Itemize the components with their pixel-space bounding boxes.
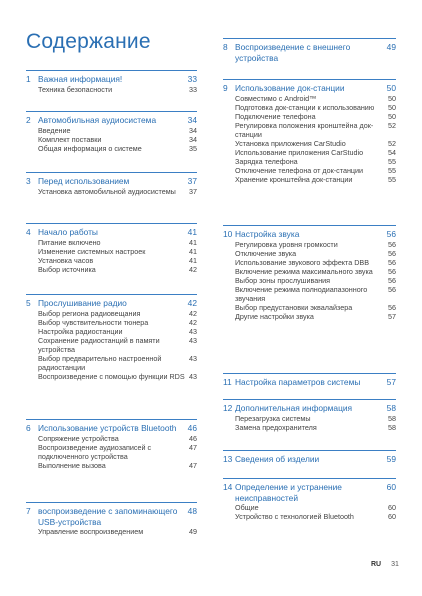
toc-section-number: 6 — [26, 423, 31, 433]
toc-entry[interactable] — [223, 166, 396, 175]
toc-entry-page: 56 — [388, 248, 396, 258]
toc-entry[interactable] — [223, 175, 396, 184]
toc-entry[interactable] — [26, 238, 197, 247]
toc-entry[interactable] — [223, 423, 396, 432]
toc-section-title: Настройка звука — [235, 229, 300, 239]
toc-entry-page: 34 — [189, 125, 197, 135]
toc-section-title: Перед использованием — [38, 176, 130, 186]
toc-section-title: Использование док-станции — [235, 83, 345, 93]
toc-entry-page: 55 — [388, 165, 396, 175]
toc-entry-title: Установка приложения CarStudio — [235, 138, 346, 148]
toc-section-heading[interactable] — [223, 80, 396, 94]
toc-section — [26, 294, 197, 381]
toc-section-number: 10 — [223, 229, 233, 239]
toc-section-heading[interactable] — [26, 420, 197, 434]
toc-section — [26, 419, 197, 470]
toc-entry[interactable] — [223, 103, 396, 112]
toc-section-heading[interactable] — [26, 503, 197, 527]
toc-section-heading[interactable] — [26, 224, 197, 238]
toc-entry[interactable] — [26, 461, 197, 470]
toc-section-page: 46 — [187, 423, 197, 433]
toc-entry-page: 58 — [388, 422, 396, 432]
toc-entry-title: Выбор чувствительности тюнера — [38, 317, 149, 327]
toc-section-heading[interactable] — [26, 173, 197, 187]
toc-section-number: 8 — [223, 42, 228, 52]
toc-entry[interactable] — [223, 276, 396, 285]
toc-section-title: Начало работы — [38, 227, 98, 237]
toc-section — [26, 70, 197, 94]
toc-entry-page: 42 — [189, 264, 197, 274]
toc-entry-title: Введение — [38, 125, 71, 135]
toc-section-page: 57 — [386, 377, 396, 387]
toc-entry-page: 43 — [189, 326, 197, 336]
toc-entry-title: Перезагрузка системы — [235, 413, 311, 423]
toc-entry-page: 52 — [388, 138, 396, 148]
toc-entry-title: Установка часов — [38, 255, 94, 265]
toc-entry-title: Включение режима полнодиапазонного звучания — [235, 284, 368, 303]
toc-entry-title: Другие настройки звука — [235, 311, 314, 321]
toc-section-page: 34 — [187, 115, 197, 125]
toc-section — [223, 478, 396, 521]
toc-section-heading[interactable] — [223, 479, 396, 503]
toc-section-page: 49 — [386, 42, 396, 52]
toc-section-heading[interactable] — [26, 71, 197, 85]
toc-entry-page: 42 — [189, 317, 197, 327]
toc-entry-page: 41 — [189, 237, 197, 247]
toc-entry[interactable] — [223, 240, 396, 249]
toc-entry[interactable] — [223, 139, 396, 148]
toc-entry[interactable] — [26, 434, 197, 443]
toc-entry[interactable] — [223, 249, 396, 258]
toc-entry-title: Использование звукового эффекта DBB — [235, 257, 370, 267]
toc-entry[interactable] — [26, 336, 197, 354]
toc-entry-page: 41 — [189, 246, 197, 256]
toc-entry[interactable] — [223, 121, 396, 139]
toc-entry[interactable] — [223, 157, 396, 166]
toc-entry-title: Хранение кронштейна док-станции — [235, 174, 353, 184]
toc-section-heading[interactable] — [223, 451, 396, 465]
toc-entry[interactable] — [26, 354, 197, 372]
toc-entry-page: 57 — [388, 311, 396, 321]
toc-entry-page: 50 — [388, 111, 396, 121]
toc-entry-title: Комплект поставки — [38, 134, 102, 144]
toc-entry-page: 54 — [388, 147, 396, 157]
toc-entry-title: Использование приложения CarStudio — [235, 147, 364, 157]
toc-entry-title: Выбор источника — [38, 264, 96, 274]
toc-entry-page: 60 — [388, 512, 396, 521]
toc-entry[interactable] — [223, 148, 396, 157]
toc-entry-title: Совместимо с Android™ — [235, 93, 317, 103]
toc-entry-page: 47 — [189, 442, 197, 452]
toc-section-title: Определение и устранение неисправностей — [235, 482, 342, 503]
toc-entry-page: 35 — [189, 143, 197, 153]
toc-section-page: 56 — [386, 229, 396, 239]
toc-entry-page: 56 — [388, 266, 396, 276]
toc-section-page: 41 — [187, 227, 197, 237]
toc-section-number: 9 — [223, 83, 228, 93]
toc-entry-title: Регулировка уровня громкости — [235, 239, 338, 249]
toc-entry-page: 41 — [189, 255, 197, 265]
toc-section-title: Сведения об изделии — [235, 454, 320, 464]
toc-section-page: 58 — [386, 403, 396, 413]
toc-entry-title: Воспроизведение с помощью функции RDS — [38, 371, 185, 381]
toc-entry-title: Сохранение радиостанций в памяти устройства — [38, 335, 160, 354]
toc-entry[interactable] — [26, 144, 197, 153]
toc-section-page: 50 — [386, 83, 396, 93]
toc-entry-page: 52 — [388, 120, 396, 130]
toc-entry-title: Регулировка положения кронштейна док-станции — [235, 120, 374, 139]
toc-entry-title: Устройство с технологией Bluetooth — [235, 512, 354, 521]
toc-entry-page: 43 — [189, 335, 197, 345]
toc-entry[interactable] — [26, 126, 197, 135]
toc-entry-title: Отключение телефона от док-станции — [235, 165, 364, 175]
toc-section-title: Воспроизведение с внешнего устройства — [235, 42, 351, 63]
toc-entry[interactable] — [26, 318, 197, 327]
toc-entry[interactable] — [223, 512, 396, 521]
toc-entry-page: 58 — [388, 413, 396, 423]
toc-entry-title: Подготовка док-станции к использованию — [235, 102, 375, 112]
toc-entry[interactable] — [223, 312, 396, 321]
toc-entry[interactable] — [223, 267, 396, 276]
toc-entry-page: 56 — [388, 239, 396, 249]
toc-section-number: 7 — [26, 506, 31, 516]
toc-entry[interactable] — [223, 94, 396, 103]
toc-section — [26, 502, 197, 536]
toc-section — [223, 399, 396, 432]
toc-section-number: 2 — [26, 115, 31, 125]
toc-section-title: Прослушивание радио — [38, 298, 127, 308]
toc-entry-title: Управление воспроизведением — [38, 527, 144, 536]
toc-entry-page: 56 — [388, 284, 396, 294]
toc-section-title: Настройка параметров системы — [235, 377, 361, 387]
toc-entry-title: Общая информация о системе — [38, 143, 142, 153]
toc-section-number: 5 — [26, 298, 31, 308]
page-number: 31 — [391, 561, 399, 568]
toc-entry[interactable] — [26, 309, 197, 318]
toc-entry-title: Настройка радиостанции — [38, 326, 123, 336]
toc-entry[interactable] — [26, 443, 197, 461]
toc-section — [223, 450, 396, 465]
toc-section-number: 12 — [223, 403, 233, 413]
toc-section — [26, 172, 197, 196]
toc-entry-title: Включение режима максимального звука — [235, 266, 373, 276]
toc-entry-title: Выбор региона радиовещания — [38, 308, 141, 318]
toc-section-heading[interactable] — [223, 400, 396, 414]
toc-section-page: 48 — [187, 506, 197, 516]
toc-section — [223, 38, 396, 63]
toc-entry[interactable] — [26, 256, 197, 265]
toc-section — [26, 223, 197, 274]
toc-entry-page: 55 — [388, 156, 396, 166]
toc-entry-title: Техника безопасности — [38, 84, 113, 94]
toc-entry[interactable] — [26, 85, 197, 94]
toc-entry-title: Установка автомобильной аудиосистемы — [38, 186, 176, 196]
toc-section-page: 33 — [187, 74, 197, 84]
toc-section-title: Использование устройств Bluetooth — [38, 423, 177, 433]
toc-entry-page: 55 — [388, 174, 396, 184]
toc-section-heading[interactable] — [223, 39, 396, 63]
toc-entry[interactable] — [223, 285, 396, 303]
page-title: Содержание — [26, 30, 151, 53]
toc-entry-title: Зарядка телефона — [235, 156, 298, 166]
toc-section — [223, 225, 396, 321]
toc-entry-title: Выбор предварительно настроенной радиостанции — [38, 353, 162, 372]
toc-section-title: Дополнительная информация — [235, 403, 353, 413]
toc-entry[interactable] — [26, 527, 197, 536]
toc-entry[interactable] — [26, 187, 197, 196]
toc-section-page: 59 — [386, 454, 396, 464]
toc-entry-title: Общие — [235, 503, 259, 512]
toc-entry-page: 33 — [189, 84, 197, 94]
toc-entry-title: Замена предохранителя — [235, 422, 317, 432]
toc-entry-page: 46 — [189, 433, 197, 443]
toc-section — [26, 111, 197, 153]
toc-entry[interactable] — [223, 112, 396, 121]
toc-section-heading[interactable] — [26, 112, 197, 126]
toc-section-page: 42 — [187, 298, 197, 308]
toc-section-heading[interactable] — [223, 226, 396, 240]
toc-entry-title: Изменение системных настроек — [38, 246, 146, 256]
toc-section-page: 60 — [386, 482, 396, 492]
toc-section — [223, 79, 396, 184]
toc-entry-page: 50 — [388, 93, 396, 103]
toc-entry[interactable] — [223, 303, 396, 312]
toc-entry[interactable] — [223, 503, 396, 512]
toc-entry-title: Воспроизведение аудиозаписей с подключенного устройства — [38, 442, 152, 461]
toc-entry[interactable] — [26, 135, 197, 144]
toc-entry-page: 43 — [189, 353, 197, 363]
toc-section-title: воспроизведение с запоминающего USB-устройства — [38, 506, 178, 527]
toc-section-number: 13 — [223, 454, 233, 464]
toc-section-number: 14 — [223, 482, 233, 492]
toc-section-title: Важная информация! — [38, 74, 123, 84]
toc-entry[interactable] — [26, 247, 197, 256]
toc-entry-title: Выбор предустановки эквалайзера — [235, 302, 353, 312]
toc-section-page: 37 — [187, 176, 197, 186]
toc-entry-page: 50 — [388, 102, 396, 112]
toc-entry-page: 47 — [189, 460, 197, 470]
toc-entry-title: Подключение телефона — [235, 111, 316, 121]
toc-entry-title: Отключение звука — [235, 248, 297, 258]
toc-entry-page: 37 — [189, 186, 197, 196]
toc-section-heading[interactable] — [223, 374, 396, 388]
toc-section-number: 1 — [26, 74, 31, 84]
toc-section-number: 3 — [26, 176, 31, 186]
toc-entry-page: 49 — [189, 527, 197, 536]
toc-entry[interactable] — [223, 414, 396, 423]
toc-entry-page: 56 — [388, 302, 396, 312]
toc-entry[interactable] — [26, 327, 197, 336]
toc-section-number: 4 — [26, 227, 31, 237]
toc-entry-page: 43 — [189, 371, 197, 381]
toc-section-heading[interactable] — [26, 295, 197, 309]
toc-entry[interactable] — [26, 372, 197, 381]
toc-entry-title: Выбор зоны прослушивания — [235, 275, 331, 285]
toc-entry-title: Выполнение вызова — [38, 460, 106, 470]
toc-section-number: 11 — [223, 377, 232, 387]
toc-entry-page: 42 — [189, 308, 197, 318]
page-footer — [371, 561, 399, 568]
toc-entry-title: Сопряжение устройства — [38, 433, 119, 443]
toc-entry-page: 60 — [388, 503, 396, 512]
toc-entry-page: 56 — [388, 275, 396, 285]
toc-entry-title: Питание включено — [38, 237, 101, 247]
toc-entry[interactable] — [223, 258, 396, 267]
toc-section-title: Автомобильная аудиосистема — [38, 115, 157, 125]
toc-entry[interactable] — [26, 265, 197, 274]
toc-section — [223, 373, 396, 388]
language-code: RU — [371, 561, 382, 568]
toc-entry-page: 56 — [388, 257, 396, 267]
toc-entry-page: 34 — [189, 134, 197, 144]
